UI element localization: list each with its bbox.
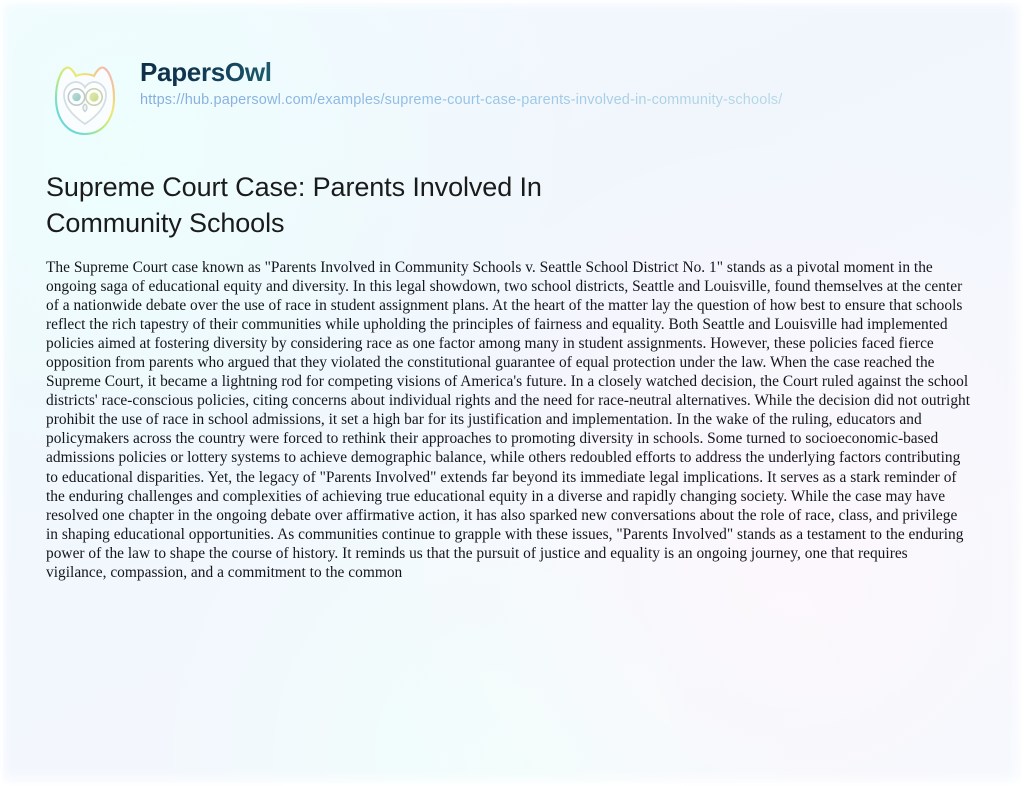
- owl-logo-icon: [46, 58, 124, 142]
- article-body-text: The Supreme Court case known as "Parents Involved in Community Schools v. Seattle School District No. 1" stands as a pivotal moment in the ongoing saga of educational equity and diversity. In this legal showdown, two school districts, Seattle and Louisville, found themselves at the center of a nationwide debate over the use of race in student assignment plans. At the heart of the matter lay the question of how best to ensure that schools reflect the rich tapestry of their communities while upholding the principles of fairness and equality. Both Seattle and Louisville had implemented policies aimed at fostering diversity by considering race as one factor among many in student assignments. However, these policies faced fierce opposition from parents who argued that they violated the constitutional guarantee of equal protection under the law. When the case reached the Supreme Court, it became a lightning rod for competing visions of America's future. In a closely watched decision, the Court ruled against the school districts' race-conscious policies, citing concerns about individual rights and the need for race-neutral alternatives. While the decision did not outright prohibit the use of race in school admissions, it set a high bar for its justification and implementation. In the wake of the ruling, educators and policymakers across the country were forced to rethink their approaches to promoting diversity in schools. Some turned to socioeconomic-based admissions policies or lottery systems to achieve demographic balance, while others redoubled efforts to address the underlying factors contributing to educational disparities. Yet, the legacy of "Parents Involved" extends far beyond its immediate legal implications. It serves as a stark reminder of the enduring challenges and complexities of achieving true educational equity in a diverse and rapidly changing society. While the case may have resolved one chapter in the ongoing debate over affirmative action, it has also sparked new conversations about the role of race, class, and privilege in shaping educational opportunities. As communities continue to grapple with these issues, "Parents Involved" stands as a testament to the enduring power of the law to shape the course of history. It reminds us that the pursuit of justice and equality is an ongoing journey, one that requires vigilance, compassion, and a commitment to the common: [46, 259, 971, 581]
- brand-name: PapersOwl: [140, 57, 272, 87]
- source-url[interactable]: https://hub.papersowl.com/examples/supreme-court-case-parents-involved-in-community-schools/: [140, 90, 782, 111]
- site-header: [46, 55, 966, 142]
- brand-block: [140, 55, 782, 111]
- page-title: Supreme Court Case: Parents Involved In Community Schools: [46, 172, 542, 238]
